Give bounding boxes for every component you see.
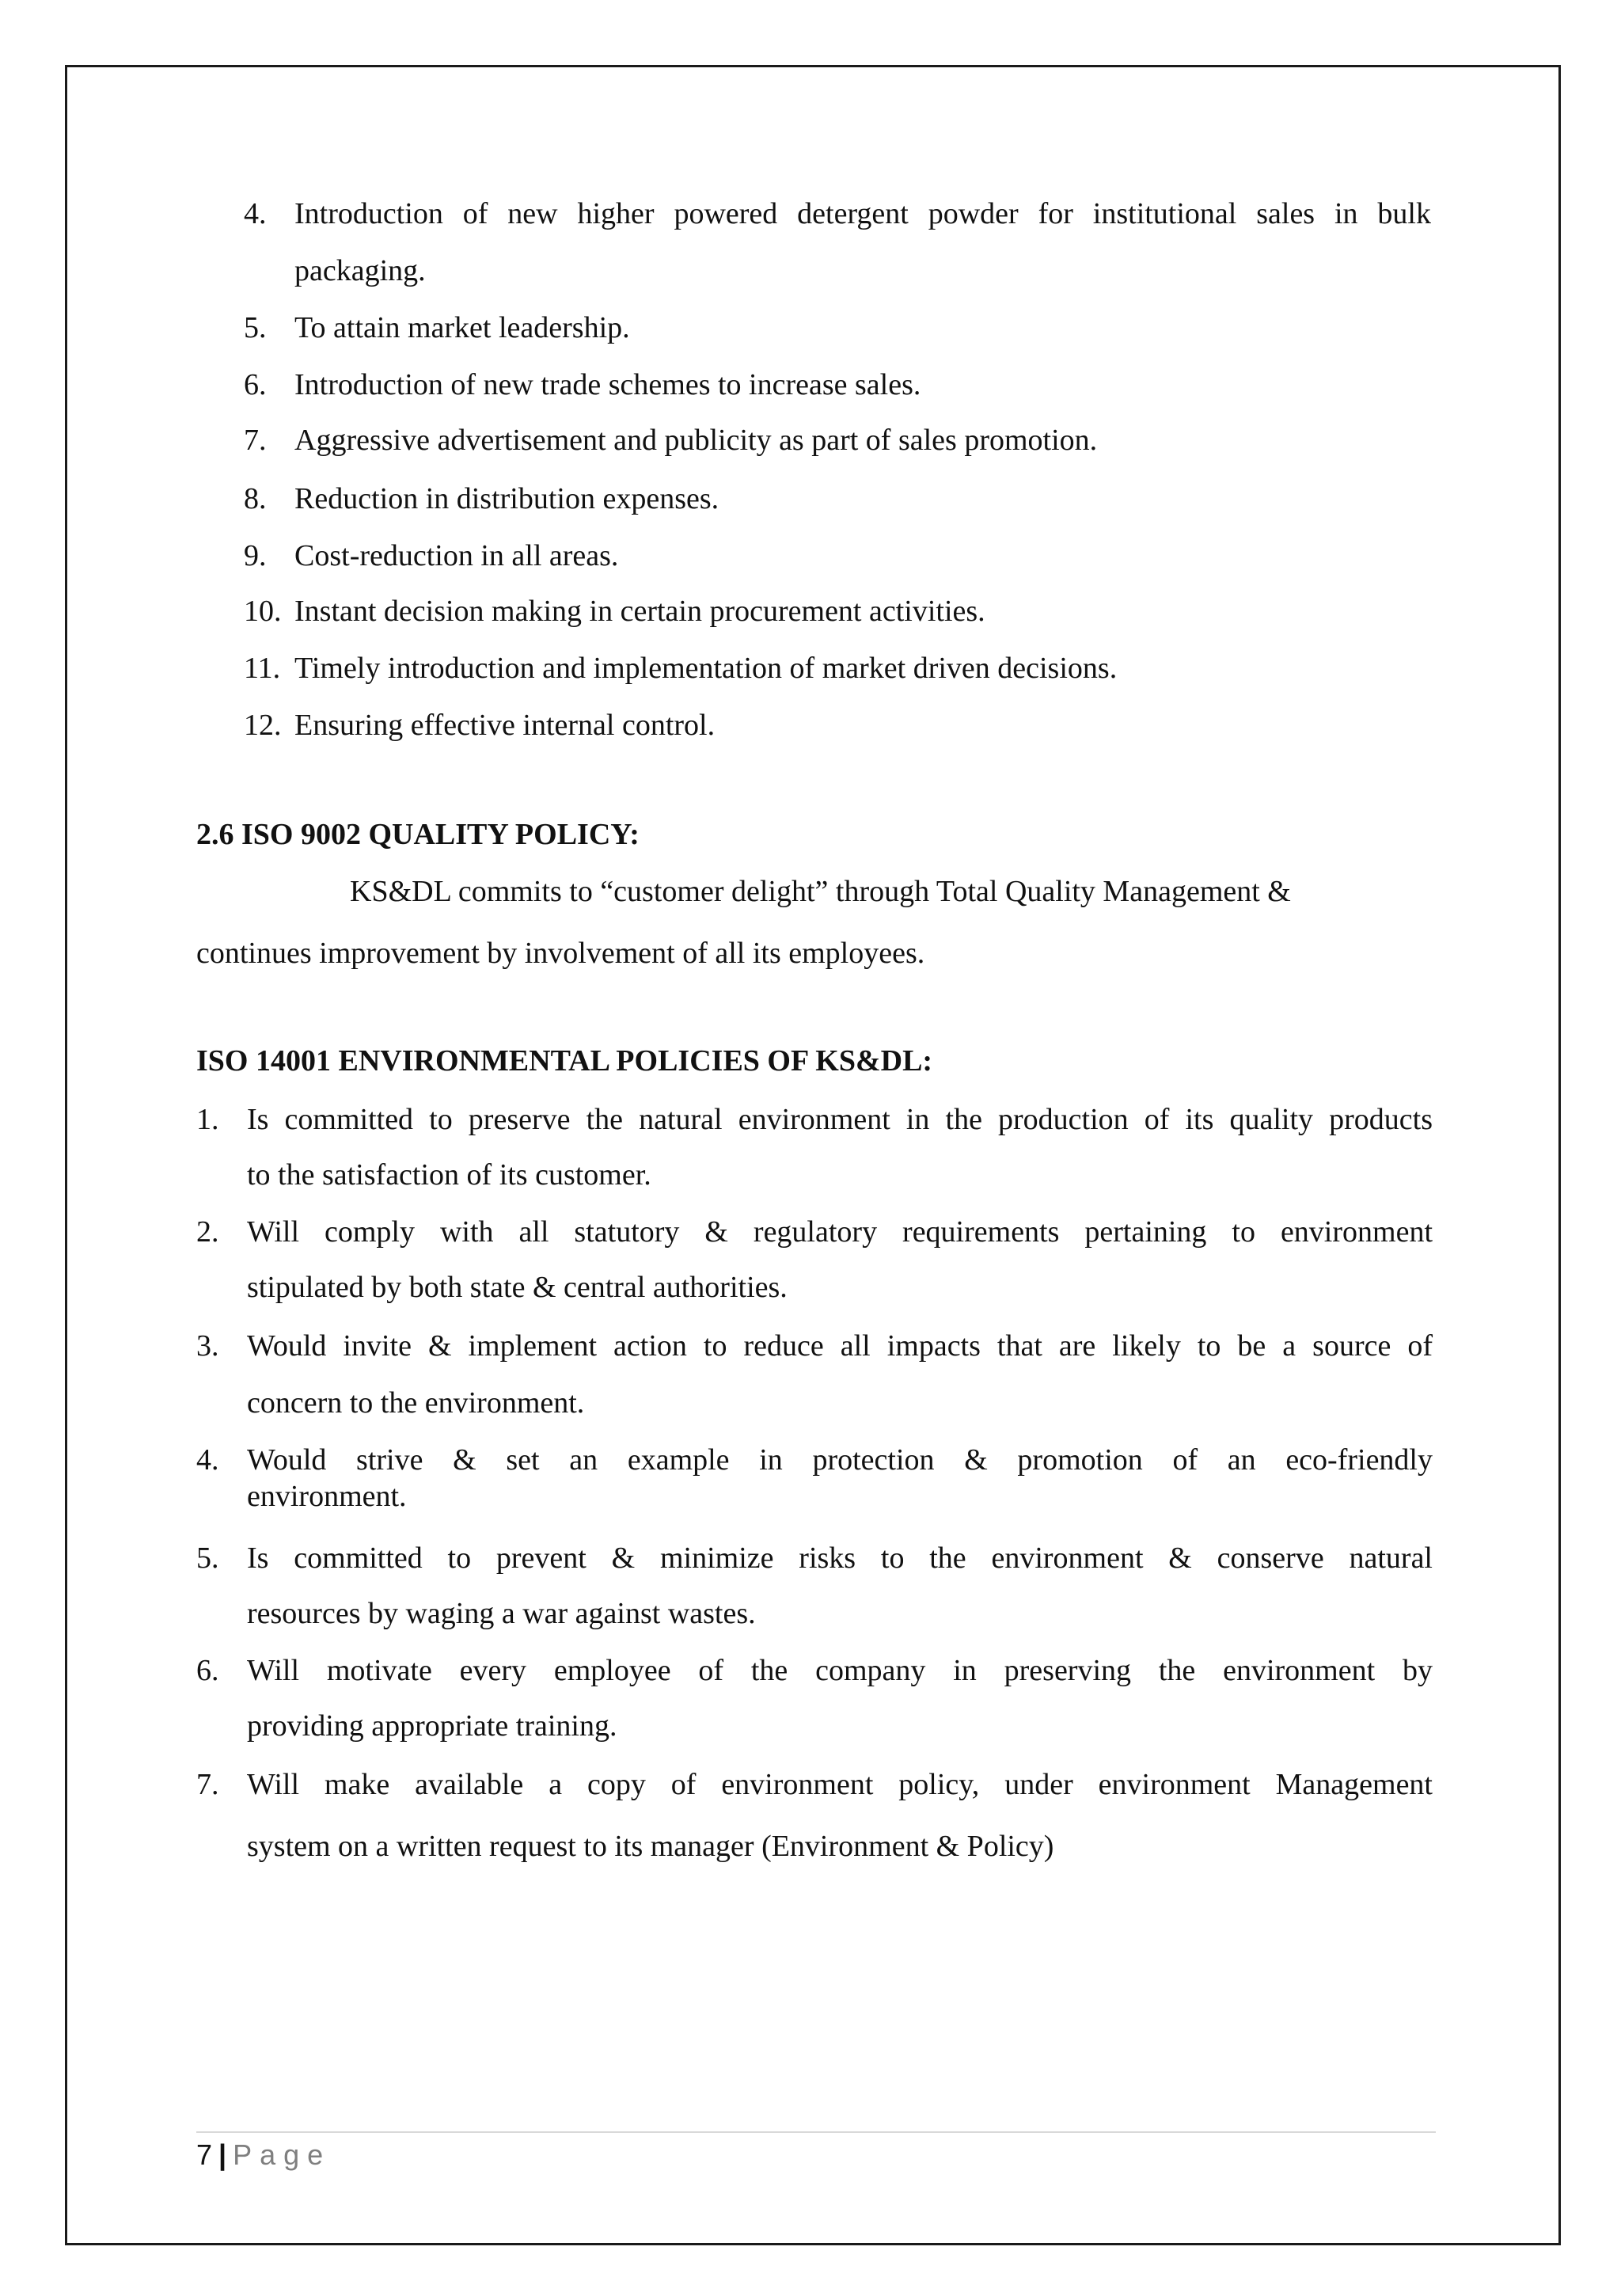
list-item-number: 4. xyxy=(196,1443,219,1477)
list-item-number: 8. xyxy=(244,482,267,515)
list-item-number: 12. xyxy=(244,709,282,742)
list-item-text: concern to the environment. xyxy=(247,1386,585,1420)
list-item xyxy=(196,1102,1433,1192)
list-item-text: resources by waging a war against wastes. xyxy=(247,1597,756,1630)
list-item xyxy=(196,1215,1433,1305)
list-item-text: stipulated by both state & central authorities. xyxy=(247,1271,788,1304)
list-item xyxy=(196,1767,1433,1864)
list-item-text: Will motivate every employee of the company in preserving the environment by xyxy=(247,1654,1433,1687)
list-item xyxy=(244,423,1431,458)
list-item-number: 6. xyxy=(196,1654,219,1687)
list-item-text: Aggressive advertisement and publicity as part of sales promotion. xyxy=(294,424,1098,457)
list-item-number: 7. xyxy=(196,1768,219,1801)
list-item xyxy=(244,594,1431,629)
list-item-text: system on a written request to its manager (Environment & Policy) xyxy=(247,1830,1054,1863)
list-item-text: Introduction of new trade schemes to increase sales. xyxy=(294,368,921,401)
list-item xyxy=(244,538,1431,573)
list-item-number: 7. xyxy=(244,424,267,457)
page-label: Page xyxy=(233,2138,332,2171)
list-item-text: Ensuring effective internal control. xyxy=(294,709,716,742)
list-item xyxy=(244,481,1431,516)
list-item-text: Will make available a copy of environment policy, under environment Management xyxy=(247,1768,1433,1801)
list-item xyxy=(196,1443,1433,1514)
list-item-number: 10. xyxy=(244,595,282,628)
list-item-text: Will comply with all statutory & regulatory requirements pertaining to environment xyxy=(247,1215,1433,1249)
list-item-text: providing appropriate training. xyxy=(247,1709,617,1743)
list-item-text: packaging. xyxy=(294,254,426,287)
list-item-number: 3. xyxy=(196,1329,219,1363)
list-item-number: 4. xyxy=(244,197,267,230)
section-heading-environmental-policies: ISO 14001 ENVIRONMENTAL POLICIES OF KS&DL: xyxy=(196,1044,933,1078)
quality-policy-text-line2: continues improvement by involvement of all its employees. xyxy=(196,937,925,970)
list-item-text: Is committed to prevent & minimize risks to the environment & conserve natural xyxy=(247,1541,1433,1575)
footer-separator: | xyxy=(218,2138,227,2171)
list-item xyxy=(196,1653,1433,1743)
quality-policy-text-line1: KS&DL commits to “customer delight” through Total Quality Management & xyxy=(350,875,1291,908)
list-item-text: Timely introduction and implementation of market driven decisions. xyxy=(294,652,1118,685)
list-item-text: Would invite & implement action to reduce all impacts that are likely to be a source of xyxy=(247,1329,1433,1363)
list-item-number: 5. xyxy=(196,1541,219,1575)
list-item xyxy=(244,708,1431,743)
list-item-number: 9. xyxy=(244,539,267,572)
list-item xyxy=(244,651,1431,686)
list-item-text: Instant decision making in certain procurement activities. xyxy=(294,595,985,628)
list-item-text: Reduction in distribution expenses. xyxy=(294,482,719,515)
list-item xyxy=(244,310,1431,345)
list-item-number: 11. xyxy=(244,652,281,685)
list-item xyxy=(244,196,1431,288)
list-item xyxy=(196,1329,1433,1420)
list-item-text: Cost-reduction in all areas. xyxy=(294,539,619,572)
list-item-number: 2. xyxy=(196,1215,219,1249)
list-item xyxy=(244,367,1431,402)
list-item-text: Introduction of new higher powered detergent powder for institutional sales in bulk xyxy=(294,197,1431,230)
list-item-text: to the satisfaction of its customer. xyxy=(247,1158,651,1192)
list-item-number: 1. xyxy=(196,1103,219,1136)
footer-rule xyxy=(196,2131,1436,2133)
list-item xyxy=(196,1541,1433,1631)
list-item-text: Is committed to preserve the natural environment in the production of its quality products xyxy=(247,1103,1433,1136)
list-item-number: 6. xyxy=(244,368,267,401)
page-footer xyxy=(196,2138,331,2172)
list-item-text: environment. xyxy=(247,1480,407,1513)
section-heading-quality-policy: 2.6 ISO 9002 QUALITY POLICY: xyxy=(196,818,640,851)
list-item-text: To attain market leadership. xyxy=(294,311,630,344)
list-item-number: 5. xyxy=(244,311,267,344)
list-item-text: Would strive & set an example in protection & promotion of an eco-friendly xyxy=(247,1443,1433,1477)
page-number: 7 xyxy=(196,2138,213,2171)
